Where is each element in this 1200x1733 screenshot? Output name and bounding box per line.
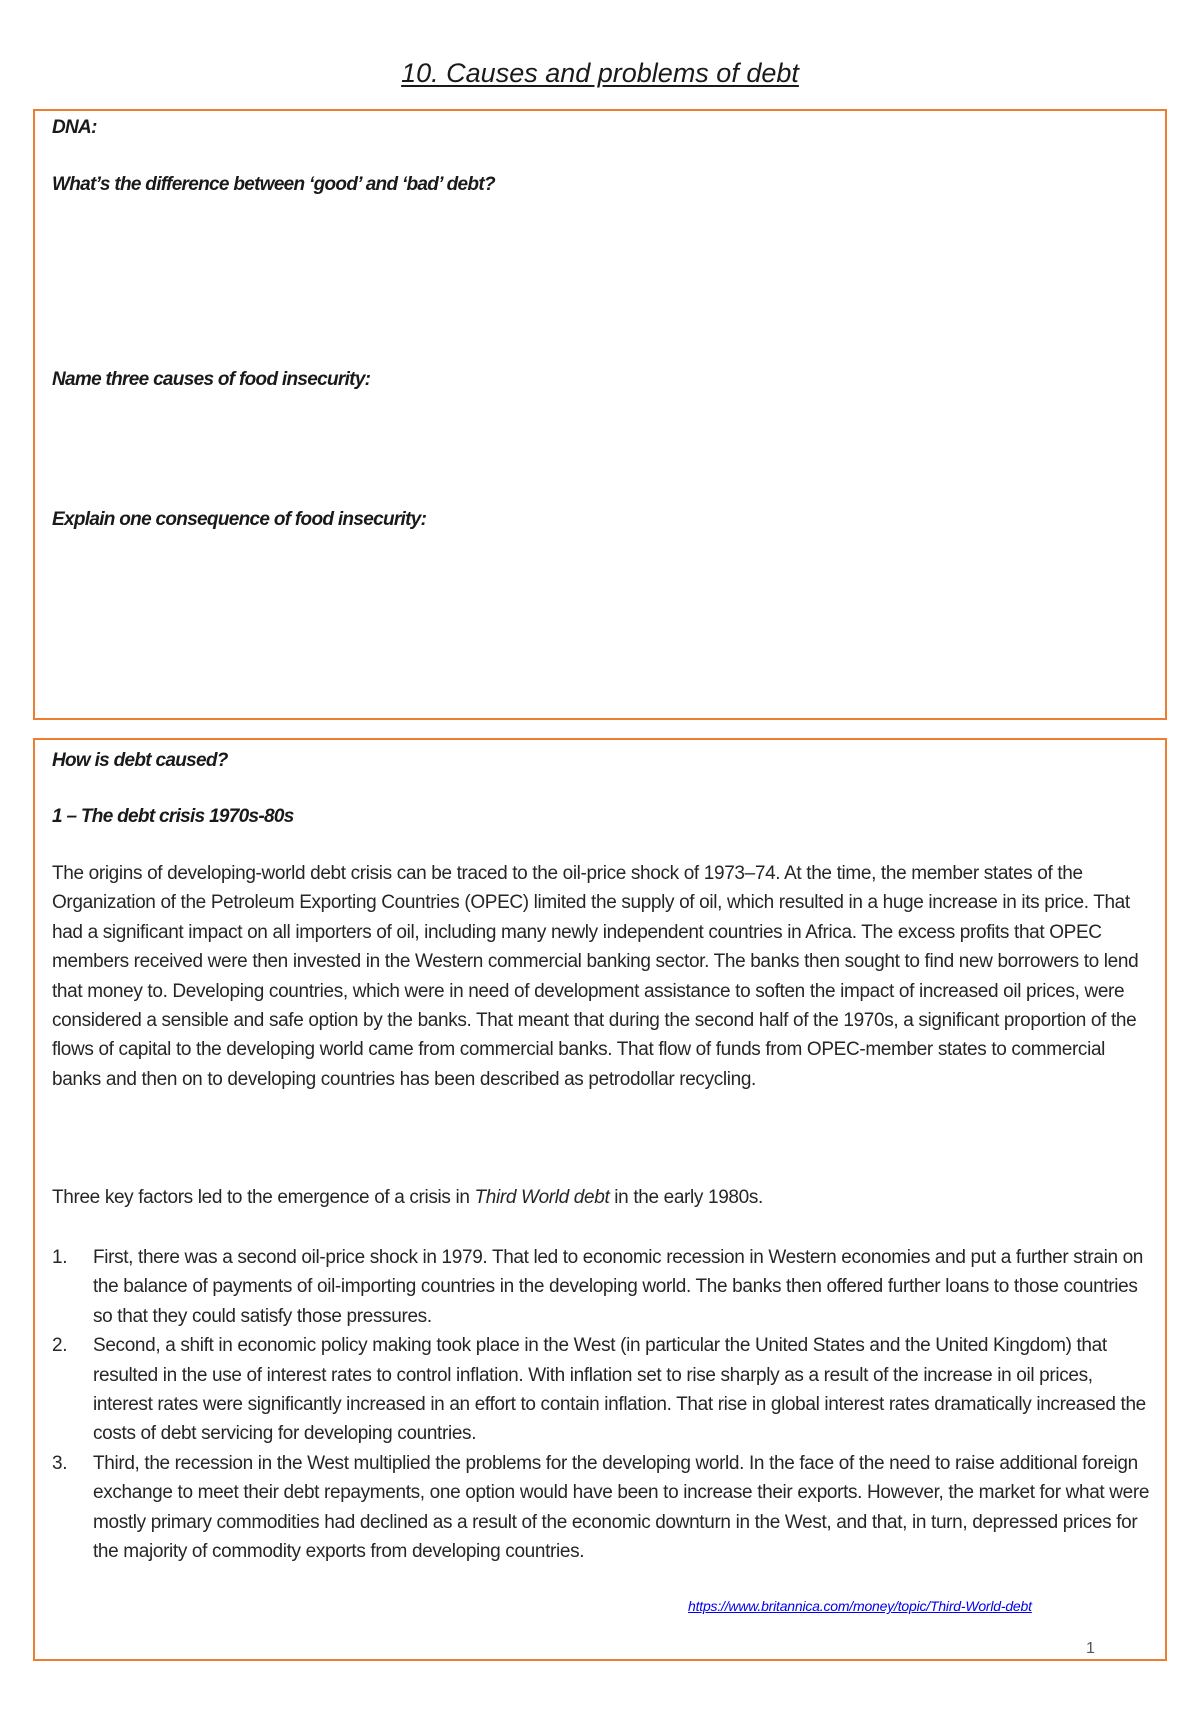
list-item bbox=[52, 1449, 1152, 1567]
source-link[interactable]: https://www.britannica.com/money/topic/Third-World-debt bbox=[688, 1598, 1032, 1614]
dna-question-food-insecurity-consequence: Explain one consequence of food insecurity: bbox=[52, 509, 427, 530]
list-item-number: 2. bbox=[52, 1335, 68, 1357]
list-item bbox=[52, 1331, 1152, 1449]
paragraph-origins: The origins of developing-world debt crisis can be traced to the oil-price shock of 1973–74. At the time, the member states of the Organization of the Petroleum Exporting Countries (OPEC) limited the supply of oil, which resulted in a huge increase in its price. That had a significant impact on all importers of oil, including many newly independent countries in Africa. The excess profits that OPEC members received were then invested in the Western commercial banking sector. The banks then sought to find new borrowers to lend that money to. Developing countries, which were in need of development assistance to soften the impact of increased oil prices, were considered a sensible and safe option by the banks. That meant that during the second half of the 1970s, a significant proportion of the flows of capital to the developing world came from commercial banks. That flow of funds from OPEC-member states to commercial banks and then on to developing countries has been described as petrodollar recycling. bbox=[52, 863, 1139, 1090]
list-item-text: First, there was a second oil-price shock in 1979. That led to economic recession in Western economies and put a further strain on the balance of payments of oil-importing countries in the developing world. The banks then offered further loans to those countries so that they could satisfy those pressures. bbox=[93, 1247, 1144, 1327]
list-item bbox=[52, 1243, 1152, 1331]
paragraph-key-factors-end: in the early 1980s. bbox=[609, 1187, 763, 1208]
paragraph-key-factors-start: Three key factors led to the emergence of a crisis in bbox=[52, 1187, 475, 1208]
dna-question-food-insecurity-causes: Name three causes of food insecurity: bbox=[52, 369, 371, 390]
paragraph-key-factors bbox=[52, 1183, 1150, 1212]
dna-question-good-bad-debt: What’s the difference between ‘good’ and ‘bad’ debt? bbox=[52, 174, 495, 195]
debt-causes-box bbox=[33, 738, 1167, 1661]
page-title: 10. Causes and problems of debt bbox=[401, 58, 799, 88]
list-item-text: Third, the recession in the West multiplied the problems for the developing world. In the face of the need to raise additional foreign exchange to meet their debt repayments, one option would have been to increase their exports. However, the market for what were mostly primary commodities had declined as a result of the economic downturn in the West, and that, in turn, depressed prices for the majority of commodity exports from developing countries. bbox=[93, 1452, 1150, 1563]
dna-box bbox=[33, 109, 1167, 720]
list-item-number: 1. bbox=[52, 1247, 68, 1268]
factors-list bbox=[52, 1243, 1152, 1566]
paragraph-key-factors-emphasis: Third World debt bbox=[474, 1187, 610, 1208]
section-subheading: 1 – The debt crisis 1970s-80s bbox=[52, 806, 294, 827]
section-heading: How is debt caused? bbox=[52, 750, 228, 771]
dna-heading: DNA: bbox=[52, 117, 97, 138]
list-item-text: Second, a shift in economic policy making took place in the West (in particular the United States and the United Kingdom) that resulted in the use of interest rates to control inflation. With inflation set to rise sharply as a result of the increase in oil prices, interest rates were significantly increased in an effort to contain inflation. That rise in global interest rates dramatically increased the costs of debt servicing for developing countries. bbox=[93, 1335, 1146, 1445]
page-number: 1 bbox=[1086, 1640, 1095, 1657]
list-item-number: 3. bbox=[52, 1452, 68, 1474]
